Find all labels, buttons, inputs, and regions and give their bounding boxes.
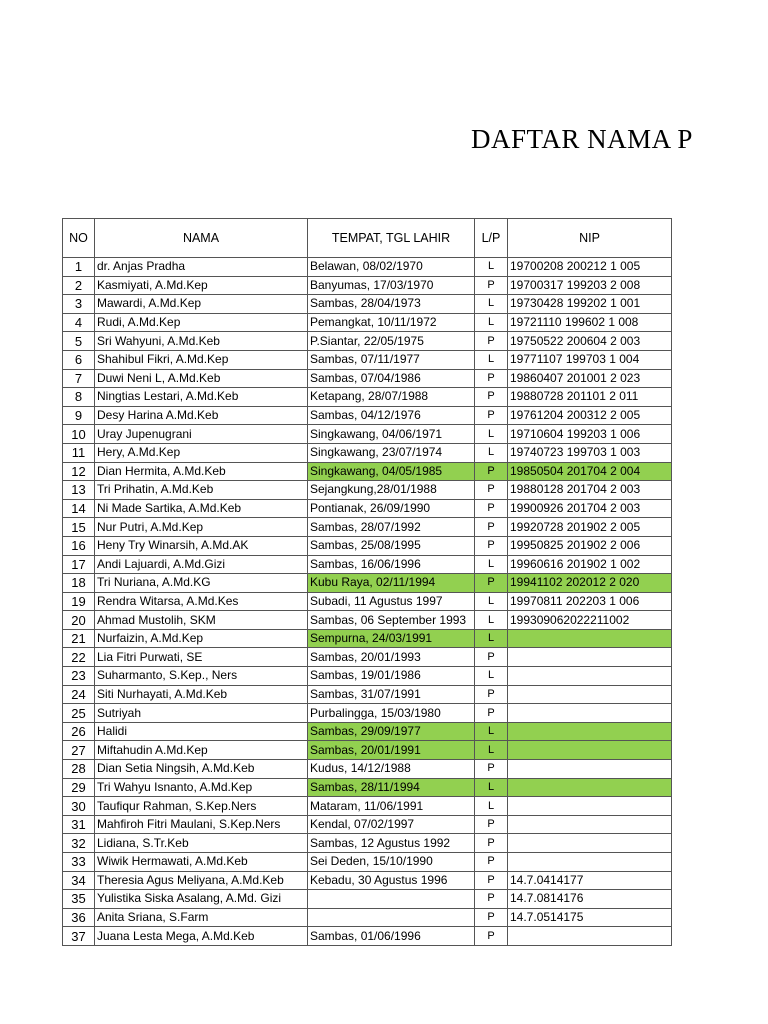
- cell-lp: L: [475, 741, 508, 760]
- cell-tempat-tgl-lahir: Belawan, 08/02/1970: [308, 258, 475, 277]
- cell-lp: L: [475, 592, 508, 611]
- cell-tempat-tgl-lahir: Mataram, 11/06/1991: [308, 797, 475, 816]
- cell-nama: Halidi: [95, 722, 308, 741]
- cell-nip: [508, 741, 672, 760]
- cell-nama: Ahmad Mustolih, SKM: [95, 611, 308, 630]
- table-row: [63, 481, 672, 500]
- cell-nama: Sri Wahyuni, A.Md.Keb: [95, 332, 308, 351]
- table-row: [63, 722, 672, 741]
- cell-no: 33: [63, 853, 95, 872]
- cell-tempat-tgl-lahir: Sambas, 28/11/1994: [308, 778, 475, 797]
- cell-nip: [508, 797, 672, 816]
- cell-nip: [508, 648, 672, 667]
- table-row: [63, 760, 672, 779]
- table-row: [63, 388, 672, 407]
- cell-tempat-tgl-lahir: Sejangkung,28/01/1988: [308, 481, 475, 500]
- cell-tempat-tgl-lahir: Sei Deden, 15/10/1990: [308, 853, 475, 872]
- cell-tempat-tgl-lahir: Singkawang, 23/07/1974: [308, 443, 475, 462]
- header-lp: L/P: [475, 219, 508, 258]
- cell-lp: P: [475, 574, 508, 593]
- table-row: [63, 704, 672, 723]
- cell-no: 34: [63, 871, 95, 890]
- cell-no: 17: [63, 555, 95, 574]
- cell-lp: P: [475, 834, 508, 853]
- cell-tempat-tgl-lahir: Sambas, 07/04/1986: [308, 369, 475, 388]
- cell-nama: Kasmiyati, A.Md.Kep: [95, 276, 308, 295]
- cell-tempat-tgl-lahir: Sambas, 28/04/1973: [308, 295, 475, 314]
- table-row: [63, 443, 672, 462]
- cell-tempat-tgl-lahir: Kebadu, 30 Agustus 1996: [308, 871, 475, 890]
- cell-lp: L: [475, 629, 508, 648]
- cell-tempat-tgl-lahir: Sambas, 29/09/1977: [308, 722, 475, 741]
- cell-no: 13: [63, 481, 95, 500]
- cell-no: 15: [63, 518, 95, 537]
- cell-nip: [508, 927, 672, 946]
- cell-lp: L: [475, 555, 508, 574]
- table-row: [63, 667, 672, 686]
- cell-nama: Sutriyah: [95, 704, 308, 723]
- cell-no: 11: [63, 443, 95, 462]
- cell-no: 23: [63, 667, 95, 686]
- cell-no: 32: [63, 834, 95, 853]
- table-row: [63, 518, 672, 537]
- cell-tempat-tgl-lahir: Sambas, 25/08/1995: [308, 536, 475, 555]
- cell-nama: Wiwik Hermawati, A.Md.Keb: [95, 853, 308, 872]
- cell-lp: P: [475, 853, 508, 872]
- cell-no: 5: [63, 332, 95, 351]
- cell-no: 3: [63, 295, 95, 314]
- header-nip: NIP: [508, 219, 672, 258]
- cell-nip: 19761204 200312 2 005: [508, 406, 672, 425]
- table-row: [63, 741, 672, 760]
- table-row: [63, 629, 672, 648]
- header-no: NO: [63, 219, 95, 258]
- cell-nip: 19771107 199703 1 004: [508, 350, 672, 369]
- cell-nama: Nur Putri, A.Md.Kep: [95, 518, 308, 537]
- cell-tempat-tgl-lahir: Sambas, 06 September 1993: [308, 611, 475, 630]
- table-row: [63, 778, 672, 797]
- cell-lp: P: [475, 927, 508, 946]
- cell-lp: P: [475, 908, 508, 927]
- cell-no: 14: [63, 499, 95, 518]
- table-row: [63, 499, 672, 518]
- cell-no: 16: [63, 536, 95, 555]
- cell-nama: Anita Sriana, S.Farm: [95, 908, 308, 927]
- cell-nama: Andi Lajuardi, A.Md.Gizi: [95, 555, 308, 574]
- cell-nip: [508, 704, 672, 723]
- table-row: [63, 648, 672, 667]
- cell-lp: P: [475, 518, 508, 537]
- cell-nip: 19710604 199203 1 006: [508, 425, 672, 444]
- cell-nip: 19880128 201704 2 003: [508, 481, 672, 500]
- cell-nip: [508, 760, 672, 779]
- cell-no: 27: [63, 741, 95, 760]
- cell-no: 31: [63, 815, 95, 834]
- cell-nama: Miftahudin A.Md.Kep: [95, 741, 308, 760]
- cell-no: 29: [63, 778, 95, 797]
- table-row: [63, 369, 672, 388]
- cell-nama: Siti Nurhayati, A.Md.Keb: [95, 685, 308, 704]
- cell-nama: Yulistika Siska Asalang, A.Md. Gizi: [95, 890, 308, 909]
- cell-no: 28: [63, 760, 95, 779]
- document-title: DAFTAR NAMA P: [471, 124, 693, 154]
- table-row: [63, 853, 672, 872]
- cell-lp: L: [475, 350, 508, 369]
- cell-nama: Dian Hermita, A.Md.Keb: [95, 462, 308, 481]
- cell-tempat-tgl-lahir: Sambas, 07/11/1977: [308, 350, 475, 369]
- table-row: [63, 834, 672, 853]
- cell-tempat-tgl-lahir: Sambas, 12 Agustus 1992: [308, 834, 475, 853]
- cell-nama: Ni Made Sartika, A.Md.Keb: [95, 499, 308, 518]
- cell-lp: L: [475, 611, 508, 630]
- cell-nip: 19850504 201704 2 004: [508, 462, 672, 481]
- cell-nip: 19880728 201101 2 011: [508, 388, 672, 407]
- cell-no: 20: [63, 611, 95, 630]
- cell-tempat-tgl-lahir: Ketapang, 28/07/1988: [308, 388, 475, 407]
- cell-lp: P: [475, 685, 508, 704]
- cell-nama: Shahibul Fikri, A.Md.Kep: [95, 350, 308, 369]
- table-header-row: [63, 219, 672, 258]
- cell-lp: P: [475, 276, 508, 295]
- cell-nip: [508, 667, 672, 686]
- cell-no: 35: [63, 890, 95, 909]
- cell-nama: Nurfaizin, A.Md.Kep: [95, 629, 308, 648]
- table-row: [63, 295, 672, 314]
- cell-nip: [508, 629, 672, 648]
- cell-lp: P: [475, 536, 508, 555]
- cell-tempat-tgl-lahir: [308, 890, 475, 909]
- cell-nama: Hery, A.Md.Kep: [95, 443, 308, 462]
- cell-nip: 19950825 201902 2 006: [508, 536, 672, 555]
- table-row: [63, 406, 672, 425]
- cell-nip: 19750522 200604 2 003: [508, 332, 672, 351]
- cell-no: 37: [63, 927, 95, 946]
- cell-nip: 19960616 201902 1 002: [508, 555, 672, 574]
- cell-nip: 19920728 201902 2 005: [508, 518, 672, 537]
- cell-tempat-tgl-lahir: Sambas, 01/06/1996: [308, 927, 475, 946]
- cell-nama: Rendra Witarsa, A.Md.Kes: [95, 592, 308, 611]
- cell-no: 12: [63, 462, 95, 481]
- table-row: [63, 815, 672, 834]
- table-row: [63, 592, 672, 611]
- cell-lp: P: [475, 499, 508, 518]
- cell-tempat-tgl-lahir: Banyumas, 17/03/1970: [308, 276, 475, 295]
- cell-tempat-tgl-lahir: Kendal, 07/02/1997: [308, 815, 475, 834]
- cell-lp: P: [475, 890, 508, 909]
- cell-lp: P: [475, 481, 508, 500]
- cell-tempat-tgl-lahir: Singkawang, 04/05/1985: [308, 462, 475, 481]
- cell-no: 24: [63, 685, 95, 704]
- cell-tempat-tgl-lahir: Sambas, 28/07/1992: [308, 518, 475, 537]
- cell-lp: L: [475, 797, 508, 816]
- cell-nip: 14.7.0414177: [508, 871, 672, 890]
- cell-nip: [508, 778, 672, 797]
- cell-lp: P: [475, 704, 508, 723]
- cell-tempat-tgl-lahir: Sambas, 31/07/1991: [308, 685, 475, 704]
- cell-no: 4: [63, 313, 95, 332]
- cell-tempat-tgl-lahir: Kubu Raya, 02/11/1994: [308, 574, 475, 593]
- table-row: [63, 871, 672, 890]
- cell-nama: Lidiana, S.Tr.Keb: [95, 834, 308, 853]
- cell-nama: Heny Try Winarsih, A.Md.AK: [95, 536, 308, 555]
- cell-nip: 19941102 202012 2 020: [508, 574, 672, 593]
- cell-nip: 19700208 200212 1 005: [508, 258, 672, 277]
- cell-no: 19: [63, 592, 95, 611]
- header-tempat-tgl-lahir: TEMPAT, TGL LAHIR: [308, 219, 475, 258]
- cell-no: 25: [63, 704, 95, 723]
- cell-no: 21: [63, 629, 95, 648]
- cell-nip: 19860407 201001 2 023: [508, 369, 672, 388]
- cell-nama: Theresia Agus Meliyana, A.Md.Keb: [95, 871, 308, 890]
- cell-lp: L: [475, 258, 508, 277]
- cell-nip: [508, 722, 672, 741]
- cell-nama: Desy Harina A.Md.Keb: [95, 406, 308, 425]
- cell-tempat-tgl-lahir: Singkawang, 04/06/1971: [308, 425, 475, 444]
- table-row: [63, 258, 672, 277]
- cell-nama: Dian Setia Ningsih, A.Md.Keb: [95, 760, 308, 779]
- cell-nama: Rudi, A.Md.Kep: [95, 313, 308, 332]
- cell-nip: 19721110 199602 1 008: [508, 313, 672, 332]
- cell-no: 30: [63, 797, 95, 816]
- header-nama: NAMA: [95, 219, 308, 258]
- cell-tempat-tgl-lahir: Sambas, 20/01/1993: [308, 648, 475, 667]
- cell-lp: P: [475, 462, 508, 481]
- table-row: [63, 462, 672, 481]
- cell-nama: Mahfiroh Fitri Maulani, S.Kep.Ners: [95, 815, 308, 834]
- cell-nip: [508, 815, 672, 834]
- cell-nip: [508, 685, 672, 704]
- cell-tempat-tgl-lahir: Pemangkat, 10/11/1972: [308, 313, 475, 332]
- table-row: [63, 908, 672, 927]
- cell-no: 22: [63, 648, 95, 667]
- table-row: [63, 685, 672, 704]
- cell-lp: L: [475, 295, 508, 314]
- cell-no: 1: [63, 258, 95, 277]
- cell-lp: L: [475, 443, 508, 462]
- cell-lp: P: [475, 815, 508, 834]
- cell-no: 8: [63, 388, 95, 407]
- cell-nama: Uray Jupenugrani: [95, 425, 308, 444]
- cell-nip: 199309062022211002: [508, 611, 672, 630]
- cell-no: 2: [63, 276, 95, 295]
- table-row: [63, 574, 672, 593]
- table-row: [63, 313, 672, 332]
- cell-lp: P: [475, 388, 508, 407]
- cell-tempat-tgl-lahir: Sambas, 19/01/1986: [308, 667, 475, 686]
- cell-no: 18: [63, 574, 95, 593]
- cell-lp: L: [475, 667, 508, 686]
- cell-lp: P: [475, 369, 508, 388]
- cell-tempat-tgl-lahir: Purbalingga, 15/03/1980: [308, 704, 475, 723]
- cell-lp: P: [475, 332, 508, 351]
- cell-nama: Tri Prihatin, A.Md.Keb: [95, 481, 308, 500]
- cell-lp: P: [475, 760, 508, 779]
- table-row: [63, 555, 672, 574]
- cell-nip: [508, 834, 672, 853]
- cell-nama: Duwi Neni L, A.Md.Keb: [95, 369, 308, 388]
- table-row: [63, 611, 672, 630]
- cell-lp: L: [475, 722, 508, 741]
- cell-lp: L: [475, 313, 508, 332]
- cell-nama: Suharmanto, S.Kep., Ners: [95, 667, 308, 686]
- cell-tempat-tgl-lahir: Sempurna, 24/03/1991: [308, 629, 475, 648]
- table-row: [63, 927, 672, 946]
- cell-tempat-tgl-lahir: P.Siantar, 22/05/1975: [308, 332, 475, 351]
- cell-nip: [508, 853, 672, 872]
- cell-nama: Mawardi, A.Md.Kep: [95, 295, 308, 314]
- cell-nip: 19900926 201704 2 003: [508, 499, 672, 518]
- table-row: [63, 425, 672, 444]
- cell-nama: Taufiqur Rahman, S.Kep.Ners: [95, 797, 308, 816]
- cell-nip: 19730428 199202 1 001: [508, 295, 672, 314]
- cell-tempat-tgl-lahir: [308, 908, 475, 927]
- cell-nama: Tri Wahyu Isnanto, A.Md.Kep: [95, 778, 308, 797]
- cell-tempat-tgl-lahir: Kudus, 14/12/1988: [308, 760, 475, 779]
- cell-tempat-tgl-lahir: Pontianak, 26/09/1990: [308, 499, 475, 518]
- cell-nip: 14.7.0514175: [508, 908, 672, 927]
- cell-no: 7: [63, 369, 95, 388]
- staff-table: [62, 218, 672, 946]
- cell-no: 9: [63, 406, 95, 425]
- cell-nip: 19740723 199703 1 003: [508, 443, 672, 462]
- table-row: [63, 536, 672, 555]
- table-row: [63, 350, 672, 369]
- cell-lp: P: [475, 406, 508, 425]
- table-row: [63, 276, 672, 295]
- cell-nama: dr. Anjas Pradha: [95, 258, 308, 277]
- cell-lp: L: [475, 778, 508, 797]
- table-row: [63, 890, 672, 909]
- cell-no: 6: [63, 350, 95, 369]
- cell-nama: Tri Nuriana, A.Md.KG: [95, 574, 308, 593]
- cell-nip: 19700317 199203 2 008: [508, 276, 672, 295]
- cell-nip: 14.7.0814176: [508, 890, 672, 909]
- cell-tempat-tgl-lahir: Sambas, 16/06/1996: [308, 555, 475, 574]
- table-row: [63, 332, 672, 351]
- cell-lp: P: [475, 871, 508, 890]
- cell-no: 10: [63, 425, 95, 444]
- cell-tempat-tgl-lahir: Sambas, 04/12/1976: [308, 406, 475, 425]
- cell-no: 26: [63, 722, 95, 741]
- cell-lp: P: [475, 648, 508, 667]
- cell-nip: 19970811 202203 1 006: [508, 592, 672, 611]
- cell-nama: Ningtias Lestari, A.Md.Keb: [95, 388, 308, 407]
- cell-lp: L: [475, 425, 508, 444]
- table-row: [63, 797, 672, 816]
- cell-no: 36: [63, 908, 95, 927]
- cell-tempat-tgl-lahir: Sambas, 20/01/1991: [308, 741, 475, 760]
- cell-nama: Juana Lesta Mega, A.Md.Keb: [95, 927, 308, 946]
- cell-tempat-tgl-lahir: Subadi, 11 Agustus 1997: [308, 592, 475, 611]
- cell-nama: Lia Fitri Purwati, SE: [95, 648, 308, 667]
- table-body: [63, 258, 672, 946]
